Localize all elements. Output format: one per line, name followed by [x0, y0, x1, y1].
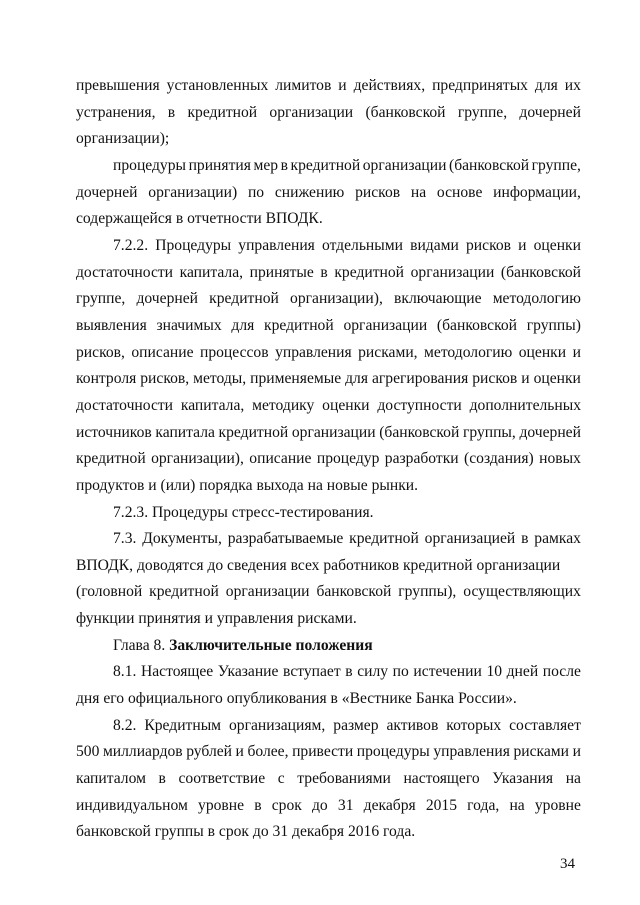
text-line: контроля рисков, методы, применяемые для агрегирования рисков и оценки — [76, 370, 581, 387]
text-line: группе, дочерней кредитной организации), включающие методологию — [76, 290, 581, 307]
text-line: рисков, описание процессов управления рисками, методологию оценки и — [76, 344, 581, 361]
text-line: функции принятия и управления рисками. — [76, 610, 357, 627]
text-line: 7.2.3. Процедуры стресс-тестирования. — [113, 504, 374, 521]
text-line: дня его официального опубликования в «Вестнике Банка России». — [76, 690, 517, 707]
page-number: 34 — [560, 856, 575, 872]
chapter-number: Глава 8. — [113, 637, 166, 654]
text-line: достаточности капитала, методику оценки доступности дополнительных — [76, 397, 581, 414]
text-line: дочерней организации) по снижению рисков на основе информации, — [76, 184, 581, 201]
text-line: банковской группы в срок до 31 декабря 2016 года. — [76, 823, 416, 840]
text-line: 8.1. Настоящее Указание вступает в силу по истечении 10 дней после — [113, 663, 581, 680]
chapter-title: Заключительные положения — [169, 637, 373, 654]
text-line: устранения, в кредитной организации (банковской группе, дочерней — [76, 104, 581, 121]
text-line: кредитной организации), описание процедур разработки (создания) новых — [76, 450, 581, 467]
text-line: источников капитала кредитной организации (банковской группы, дочерней — [76, 424, 581, 441]
text-line: выявления значимых для кредитной организации (банковской группы) — [76, 317, 581, 334]
text-line: индивидуальном уровне в срок до 31 декабря 2015 года, на уровне — [76, 797, 581, 814]
text-line: капиталом в соответствие с требованиями настоящего Указания на — [76, 770, 581, 787]
text-line: содержащейся в отчетности ВПОДК. — [76, 210, 323, 227]
text-line: организации); — [76, 130, 170, 147]
text-line: процедуры принятия мер в кредитной организации (банковской группе, — [113, 157, 581, 174]
text-line: 7.3. Документы, разрабатываемые кредитной организацией в рамках — [113, 530, 581, 547]
text-line: (головной кредитной организации банковской группы), осуществляющих — [76, 583, 581, 600]
text-line: 8.2. Кредитным организациям, размер активов которых составляет — [113, 717, 581, 734]
text-line: ВПОДК, доводятся до сведения всех работников кредитной организации — [76, 557, 561, 574]
text-line: продуктов и (или) порядка выхода на новые рынки. — [76, 477, 419, 494]
text-line: 7.2.2. Процедуры управления отдельными видами рисков и оценки — [113, 237, 581, 254]
chapter-heading — [113, 636, 373, 656]
text-line: превышения установленных лимитов и действиях, предпринятых для их — [76, 77, 581, 94]
text-line: достаточности капитала, принятые в кредитной организации (банковской — [76, 264, 581, 281]
text-line: 500 миллиардов рублей и более, привести процедуры управления рисками и — [76, 743, 581, 760]
